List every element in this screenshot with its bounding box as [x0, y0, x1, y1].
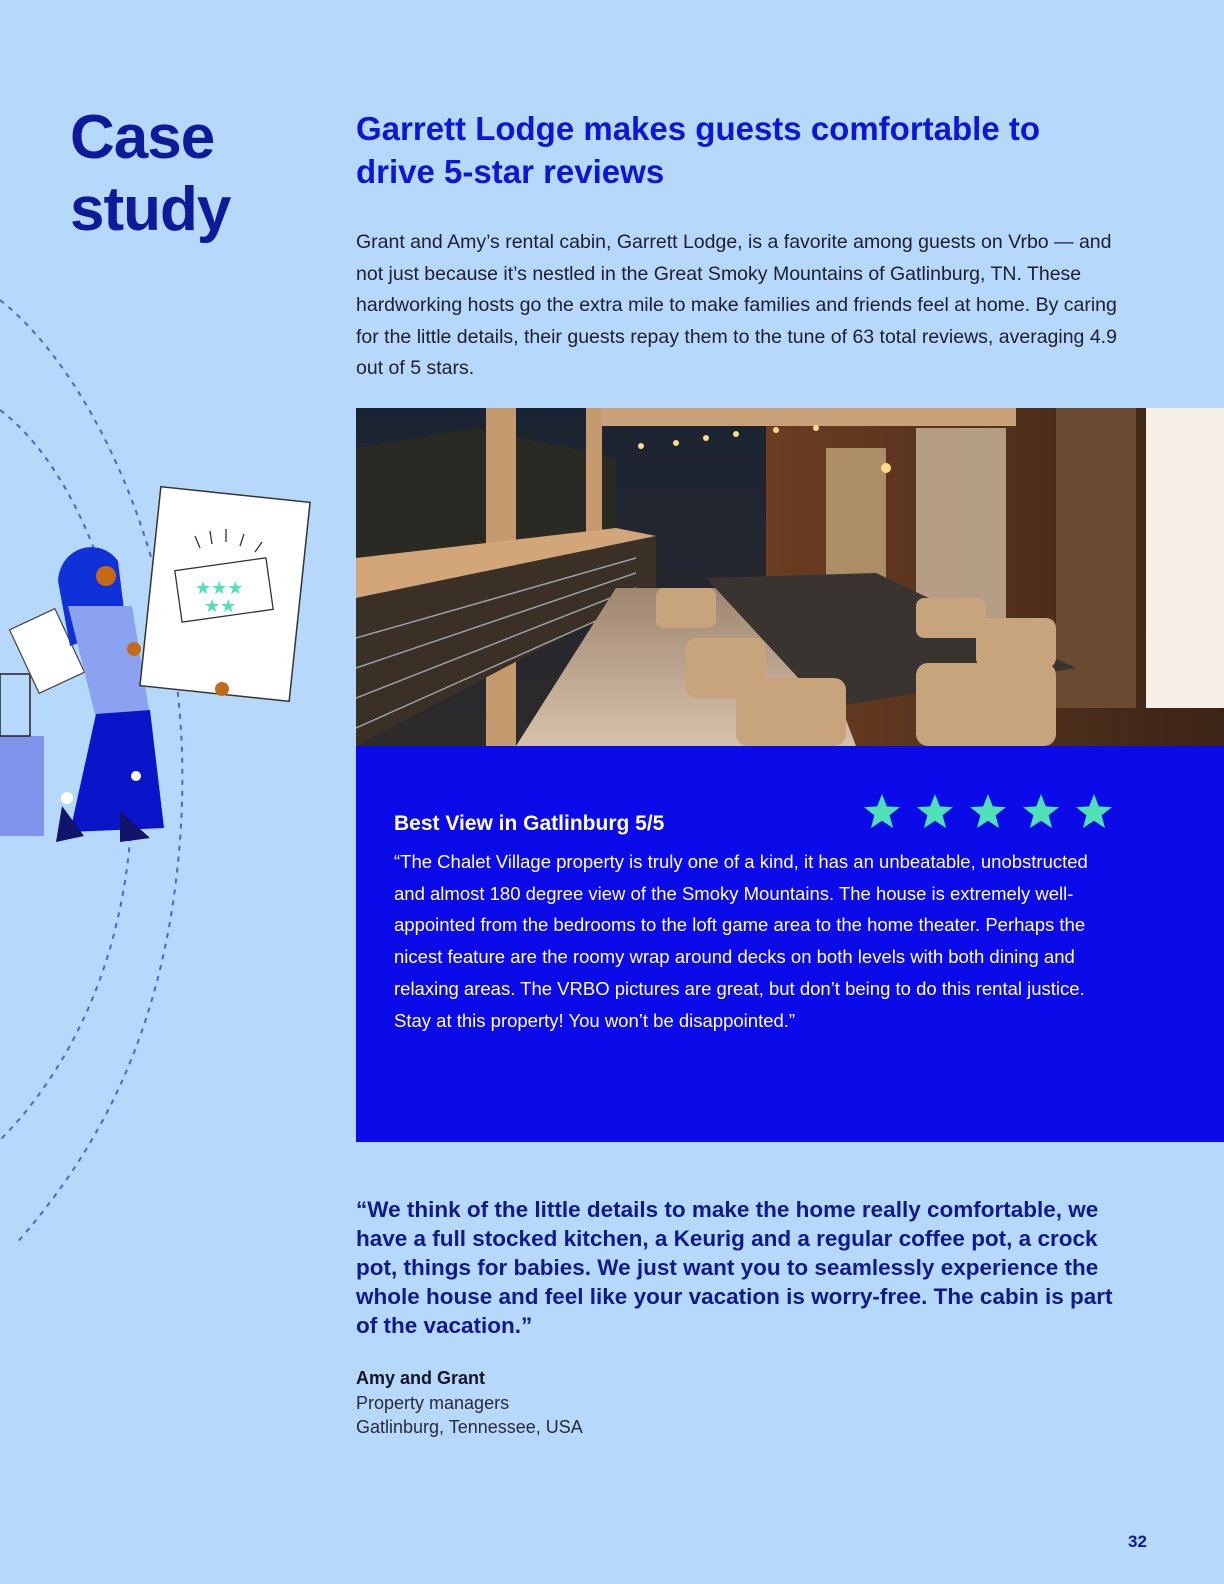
five-star-rating	[864, 792, 1124, 836]
intro-paragraph: Grant and Amy’s rental cabin, Garrett Lodge, is a favorite among guests on Vrbo — and not just because it’s nestled in the Great Smoky Mountains of Gatlinburg, TN. These hardworking hosts go the extra mile to make families and friends feel at home. By caring for the little details, their guests repay them to the tune of 63 total reviews, averaging 4.9 out of 5 stars.	[356, 231, 1117, 379]
review-card	[356, 746, 1224, 1142]
star-icon	[1023, 794, 1059, 828]
attribution-name: Amy and Grant	[356, 1368, 486, 1388]
attribution-location: Gatlinburg, Tennessee, USA	[356, 1417, 583, 1437]
star-icon	[970, 794, 1006, 828]
star-icon	[864, 794, 900, 828]
attribution-role: Property managers	[356, 1393, 510, 1413]
review-text: “The Chalet Village property is truly one of a kind, it has an unbeatable, unobstructed and almost 180 degree view of the Smoky Mountains. The house is extremely well-appointed from the bedrooms to the loft game area to the home theater. Perhaps the nicest feature are the roomy wrap around decks on both levels with both dining and relaxing areas. The VRBO pictures are great, but don’t being to do this rental justice. Stay at this property! You won’t be disappointed.”	[394, 851, 1088, 1031]
page-number: 32	[1128, 1532, 1147, 1551]
svg-text:★★: ★★	[204, 596, 237, 617]
host-illustration	[0, 486, 320, 856]
headline: Garrett Lodge makes guests comfortable to drive 5-star reviews	[356, 110, 1040, 190]
section-label: Case study	[70, 103, 231, 244]
host-quote: “We think of the little details to make the home really comfortable, we have a full stocked kitchen, a Keurig and a regular coffee pot, a crock pot, things for babies. We just want you to seamlessly experience the whole house and feel like your vacation is worry-free. The cabin is part of the vacation.”	[356, 1197, 1113, 1338]
star-icon	[1076, 794, 1112, 828]
star-icon	[917, 794, 953, 828]
svg-text:★★★: ★★★	[195, 578, 244, 599]
review-title: Best View in Gatlinburg 5/5	[394, 812, 665, 835]
deck-dining-photo	[356, 408, 1224, 746]
